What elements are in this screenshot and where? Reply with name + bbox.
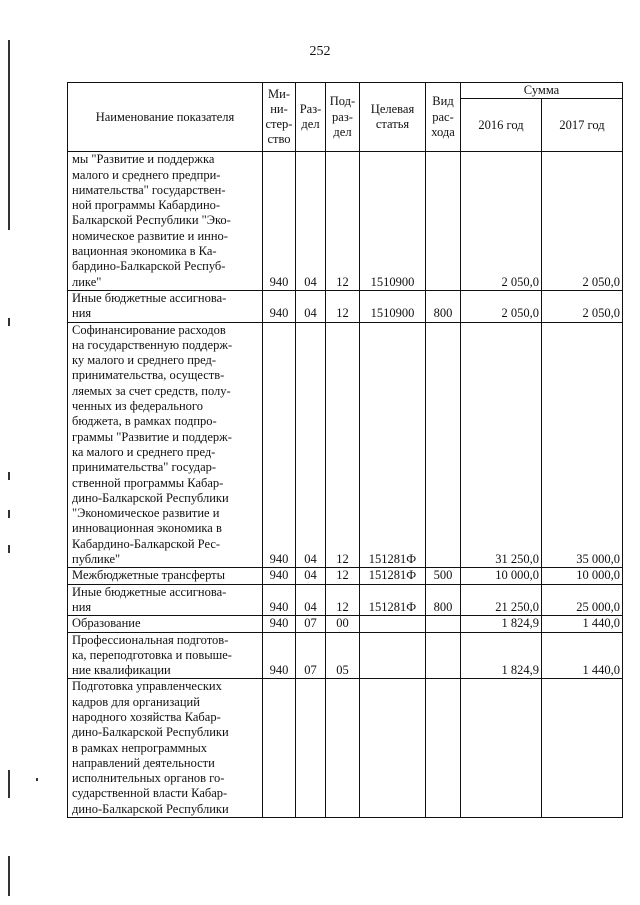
cell-y2017: 2 050,0 <box>542 290 623 322</box>
table-row <box>68 152 623 291</box>
cell-subsection: 12 <box>326 290 360 322</box>
cell-ministry: 940 <box>263 290 296 322</box>
cell-y2016: 2 050,0 <box>461 152 542 291</box>
cell-type <box>426 616 461 632</box>
cell-type <box>426 322 461 568</box>
table-row <box>68 632 623 679</box>
cell-y2016: 1 824,9 <box>461 632 542 679</box>
cell-ministry: 940 <box>263 152 296 291</box>
margin-mark <box>8 545 10 553</box>
cell-type <box>426 152 461 291</box>
cell-target <box>360 632 426 679</box>
cell-type <box>426 632 461 679</box>
cell-y2017: 10 000,0 <box>542 568 623 584</box>
cell-y2016 <box>461 679 542 818</box>
header-year-2016: 2016 год <box>461 99 542 152</box>
cell-target: 1510900 <box>360 290 426 322</box>
table-row <box>68 322 623 568</box>
table-row <box>68 616 623 632</box>
cell-section: 07 <box>296 616 326 632</box>
cell-subsection: 12 <box>326 568 360 584</box>
cell-y2016: 1 824,9 <box>461 616 542 632</box>
cell-target <box>360 679 426 818</box>
margin-mark <box>8 40 10 230</box>
header-year-2017: 2017 год <box>542 99 623 152</box>
table-row <box>68 290 623 322</box>
cell-ministry <box>263 679 296 818</box>
header-target: Целевая статья <box>360 83 426 152</box>
margin-mark <box>36 778 38 781</box>
cell-subsection: 12 <box>326 152 360 291</box>
cell-y2016: 31 250,0 <box>461 322 542 568</box>
header-name: Наименование показателя <box>68 83 263 152</box>
cell-target: 1510900 <box>360 152 426 291</box>
cell-subsection: 12 <box>326 584 360 616</box>
table-row <box>68 568 623 584</box>
cell-ministry: 940 <box>263 568 296 584</box>
cell-section: 04 <box>296 584 326 616</box>
margin-mark <box>8 856 10 896</box>
cell-type: 500 <box>426 568 461 584</box>
cell-type <box>426 679 461 818</box>
cell-target: 151281Ф <box>360 322 426 568</box>
header-section: Раз- дел <box>296 83 326 152</box>
table-row <box>68 584 623 616</box>
cell-name: Подготовка управленческих кадров для организаций народного хозяйства Кабар- дино-Балкарской Республики в рамках непрограммных направлений деятельности исполнительных органов го- сударственной власти Кабар- дино-Балкарской Республики <box>68 679 263 818</box>
cell-target <box>360 616 426 632</box>
margin-mark <box>8 770 10 798</box>
cell-y2016: 21 250,0 <box>461 584 542 616</box>
header-expense-type: Вид рас- хода <box>426 83 461 152</box>
cell-y2017: 1 440,0 <box>542 616 623 632</box>
cell-target: 151281Ф <box>360 568 426 584</box>
page-number: 252 <box>309 44 331 59</box>
cell-y2016: 2 050,0 <box>461 290 542 322</box>
cell-y2017: 35 000,0 <box>542 322 623 568</box>
cell-section <box>296 679 326 818</box>
cell-ministry: 940 <box>263 616 296 632</box>
cell-subsection: 12 <box>326 322 360 568</box>
cell-ministry: 940 <box>263 632 296 679</box>
table-row <box>68 679 623 818</box>
cell-ministry: 940 <box>263 584 296 616</box>
cell-y2017: 2 050,0 <box>542 152 623 291</box>
cell-y2017: 25 000,0 <box>542 584 623 616</box>
cell-section: 07 <box>296 632 326 679</box>
cell-ministry: 940 <box>263 322 296 568</box>
margin-mark <box>8 510 10 518</box>
cell-subsection: 00 <box>326 616 360 632</box>
cell-subsection: 05 <box>326 632 360 679</box>
cell-section: 04 <box>296 290 326 322</box>
margin-mark <box>8 472 10 480</box>
margin-mark <box>8 318 10 326</box>
cell-name: Образование <box>68 616 263 632</box>
budget-table <box>67 82 623 818</box>
cell-y2016: 10 000,0 <box>461 568 542 584</box>
cell-name: Межбюджетные трансферты <box>68 568 263 584</box>
cell-y2017: 1 440,0 <box>542 632 623 679</box>
header-sum: Сумма <box>461 83 623 99</box>
cell-name: Профессиональная подготов- ка, переподготовка и повыше- ние квалификации <box>68 632 263 679</box>
cell-name: Иные бюджетные ассигнова- ния <box>68 290 263 322</box>
header-subsection: Под- раз- дел <box>326 83 360 152</box>
cell-name: мы "Развитие и поддержка малого и среднего предпри- нимательства" государствен- ной программы Кабардино- Балкарской Республики "Эко- номическое развитие и инно- вационная экономика в Ка- бардино-Балкарской Респуб- лике" <box>68 152 263 291</box>
cell-target: 151281Ф <box>360 584 426 616</box>
header-ministry: Ми- ни- стер- ство <box>263 83 296 152</box>
cell-name: Иные бюджетные ассигнова- ния <box>68 584 263 616</box>
cell-name: Софинансирование расходов на государственную поддерж- ку малого и среднего пред- принимательства, осуществ- ляемых за счет средств, полу- ченных из федерального бюджета, в рамках подпро- граммы "Развитие и поддерж- ка малого и среднего пред- принимательства" государ- ственной программы Кабар- дино-Балкарской Республики "Экономическое развитие и инновационная экономика в Кабардино-Балкарской Рес- публике" <box>68 322 263 568</box>
cell-y2017 <box>542 679 623 818</box>
cell-section: 04 <box>296 568 326 584</box>
cell-section: 04 <box>296 152 326 291</box>
cell-type: 800 <box>426 584 461 616</box>
cell-section: 04 <box>296 322 326 568</box>
cell-subsection <box>326 679 360 818</box>
header-row <box>68 83 623 99</box>
cell-type: 800 <box>426 290 461 322</box>
